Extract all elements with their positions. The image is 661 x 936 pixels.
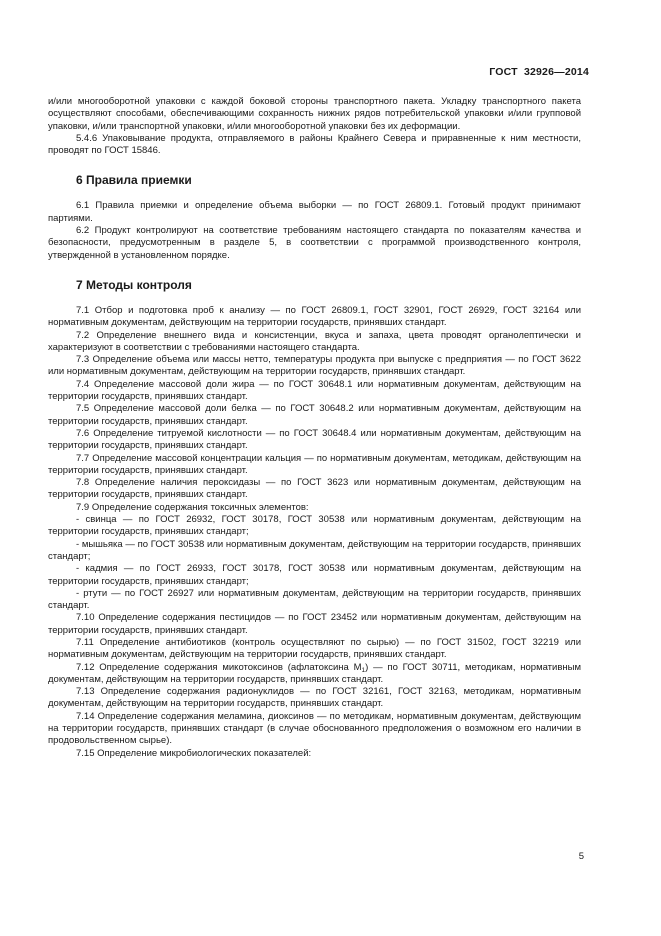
paragraph-7-6: 7.6 Определение титруемой кислотности — по ГОСТ 30648.4 или нормативным документам, действующим на территории государств, принявших стандарт. [48, 427, 581, 452]
list-item-mercury: - ртути — по ГОСТ 26927 или нормативным документам, действующим на территории государств, принявших стандарт. [48, 587, 581, 612]
list-item-lead: - свинца — по ГОСТ 26932, ГОСТ 30178, ГОСТ 30538 или нормативным документам, действующим на территории государств, принявших стандарт; [48, 514, 581, 538]
paragraph-7-12-start: 7.12 Определение содержания микотоксинов (афлатоксина M [76, 661, 362, 673]
paragraph-7-9: 7.9 Определение содержания токсичных элементов: [76, 501, 309, 513]
list-item-cadmium: - кадмия — по ГОСТ 26933, ГОСТ 30178, ГОСТ 30538 или нормативным документам, действующим на территории государств, принявших стандарт; [48, 563, 581, 587]
document-number-header: ГОСТ 32926—2014 [489, 66, 589, 78]
paragraph-7-4: 7.4 Определение массовой доли жира — по ГОСТ 30648.1 или нормативным документам, действующим на территории государств, принявших стандарт. [48, 378, 581, 403]
paragraph-7-1: 7.1 Отбор и подготовка проб к анализу — по ГОСТ 26809.1, ГОСТ 32901, ГОСТ 26929, ГОСТ 32164 или нормативным документам, действующим на территории государств, принявших стандарт. [48, 304, 581, 329]
paragraph-7-7: 7.7 Определение массовой концентрации кальция — по нормативным документам, методикам, действующим на территории государств, принявших стандарт. [48, 452, 581, 476]
paragraph-7-5: 7.5 Определение массовой доли белка — по ГОСТ 30648.2 или нормативным документам, действующим на территории государств, принявших стандарт. [48, 403, 581, 427]
paragraph-7-12-end: ) — по ГОСТ 30711, методикам, нормативным документам, действующим на территории государств, принявших стандарт. [48, 661, 581, 685]
section-heading-6: 6 Правила приемки [76, 173, 192, 188]
paragraph-7-11: 7.11 Определение антибиотиков (контроль осуществляют по сырью) — по ГОСТ 31502, ГОСТ 32219 или нормативным документам, действующим на территории государств, принявших стандарт. [48, 636, 581, 661]
paragraph-5-4-6: 5.4.6 Упаковывание продукта, отправляемого в районы Крайнего Севера и приравненные к ним местности, проводят по ГОСТ 15846. [48, 132, 581, 157]
paragraph-7-10: 7.10 Определение содержания пестицидов — по ГОСТ 23452 или нормативным документам, действующим на территории государств, принявших стандарт. [48, 612, 581, 636]
page-number: 5 [578, 851, 584, 862]
paragraph-7-3: 7.3 Определение объема или массы нетто, температуры продукта при выпуске с предприятия — по ГОСТ 3622 или нормативным документам, действующим на территории государств, принявших стандарт. [48, 354, 581, 378]
section-heading-7: 7 Методы контроля [76, 277, 192, 292]
paragraph-7-13: 7.13 Определение содержания радионуклидов — по ГОСТ 32161, ГОСТ 32163, методикам, нормативным документам, действующим на территории государств, принявших стандарт. [48, 686, 581, 710]
paragraph-continuation: и/или многооборотной упаковки с каждой боковой стороны транспортного пакета. Укладку транспортного пакета осуществляют способами, обеспечивающими сохранность нижних рядов потребительской упаковки и/или групповой упаковки, и/или транспортной упаковки, и/или многооборотной упаковки без их деформации. [48, 96, 581, 132]
paragraph-7-12 [48, 662, 581, 687]
paragraph-7-2: 7.2 Определение внешнего вида и консистенции, вкуса и запаха, цвета проводят органолептически и характеризуют в соответствии с требованиями настоящего стандарта. [48, 329, 581, 353]
page-content [48, 96, 581, 760]
paragraph-7-14: 7.14 Определение содержания меламина, диоксинов — по методикам, нормативным документам, действующим на территории государств, принявших стандарт (в случае обоснованного предположения о возможном его наличии в продовольственном сырье). [48, 710, 581, 747]
paragraph-6-1: 6.1 Правила приемки и определение объема выборки — по ГОСТ 26809.1. Готовый продукт принимают партиями. [48, 200, 581, 224]
subscript-index: 1 [361, 666, 366, 674]
list-item-arsenic: - мышьяка — по ГОСТ 30538 или нормативным документам, действующим на территории государств, принявших стандарт; [48, 538, 581, 562]
paragraph-6-2: 6.2 Продукт контролируют на соответствие требованиям настоящего стандарта по показателям качества и безопасности, предусмотренным в разделе 5, в соответствии с программой производственного контроля, утвержденной в установленном порядке. [48, 225, 581, 261]
paragraph-7-8: 7.8 Определение наличия пероксидазы — по ГОСТ 3623 или нормативным документам, действующим на территории государств, принявших стандарт. [48, 477, 581, 501]
paragraph-7-15: 7.15 Определение микробиологических показателей: [76, 747, 312, 759]
